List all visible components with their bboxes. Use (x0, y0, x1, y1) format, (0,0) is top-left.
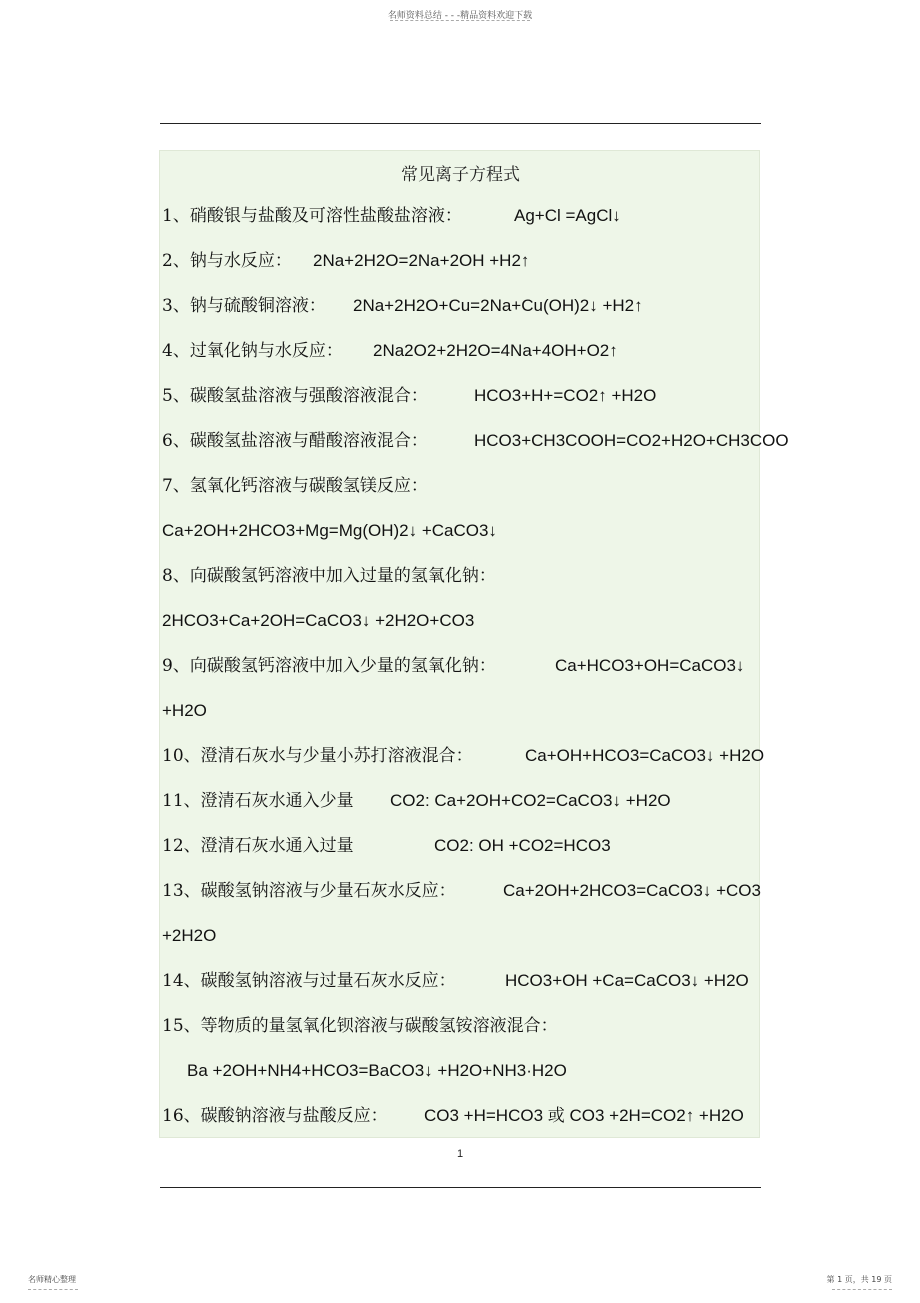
equation-line (162, 294, 763, 318)
ionic-equation: Ag+Cl =AgCl↓ (514, 206, 621, 225)
ionic-equation: HCO3+OH +Ca=CaCO3↓ +H2O (505, 971, 749, 990)
ionic-equation: Ca+OH+HCO3=CaCO3↓ +H2O (525, 746, 765, 765)
equation-line (162, 429, 789, 453)
equation-line (162, 969, 763, 993)
line-description: 6、碳酸氢盐溶液与醋酸溶液混合： (162, 431, 428, 451)
line-description: 9、向碳酸氢钙溶液中加入少量的氢氧化钠： (162, 656, 496, 676)
line-description: 2、钠与水反应： (162, 251, 292, 271)
equation-line (162, 924, 763, 948)
equation-line (162, 204, 763, 228)
equation-line (162, 789, 763, 813)
equation-line (162, 1014, 763, 1038)
equation-line (162, 834, 763, 858)
line-description: 12、澄清石灰水通入过量 (162, 836, 354, 856)
ionic-equation: +H2O (162, 701, 207, 720)
footer-divider-left (28, 1289, 78, 1290)
equation-line (162, 519, 763, 543)
ionic-equation: 2HCO3+Ca+2OH=CaCO3↓ +2H2O+CO3 (162, 611, 475, 630)
equation-line (162, 609, 763, 633)
equation-line (162, 699, 763, 723)
document-title: 常见离子方程式 (401, 165, 520, 185)
ionic-equation: CO2: OH +CO2=HCO3 (434, 836, 611, 855)
ionic-equation: 2Na+2H2O=2Na+2OH +H2↑ (313, 251, 530, 270)
line-description: 11、澄清石灰水通入少量 (162, 791, 354, 811)
ionic-equation: HCO3+H+=CO2↑ +H2O (474, 386, 657, 405)
equation-line (162, 1104, 763, 1128)
ionic-equation: Ba +2OH+NH4+HCO3=BaCO3↓ +H2O+NH3·H2O (187, 1061, 567, 1080)
page-number: 1 (456, 1148, 464, 1160)
equation-line (162, 564, 763, 588)
header-divider (390, 20, 530, 21)
line-description: 5、碳酸氢盐溶液与强酸溶液混合： (162, 386, 428, 406)
top-rule (160, 123, 761, 124)
equation-line (162, 1059, 763, 1083)
ionic-equation: +2H2O (162, 926, 217, 945)
ionic-equation: CO2: Ca+2OH+CO2=CaCO3↓ +H2O (390, 791, 671, 810)
footer-right: 第 1 页，共 19 页 (826, 1275, 892, 1284)
line-description: 3、钠与硫酸铜溶液： (162, 296, 326, 316)
footer-left: 名师精心整理 (28, 1275, 76, 1284)
ionic-equation: 2Na+2H2O+Cu=2Na+Cu(OH)2↓ +H2↑ (353, 296, 643, 315)
line-description: 7、氢氧化钙溶液与碳酸氢镁反应： (162, 476, 428, 496)
line-description: 1、硝酸银与盐酸及可溶性盐酸盐溶液： (162, 206, 462, 226)
equation-line (162, 654, 763, 678)
equation-line (162, 339, 763, 363)
ionic-equation: HCO3+CH3COOH=CO2+H2O+CH3COO (474, 431, 789, 450)
line-description: 16、碳酸钠溶液与盐酸反应： (162, 1106, 388, 1126)
ionic-equation: Ca+2OH+2HCO3=CaCO3↓ +CO3 (503, 881, 761, 900)
ionic-equation: Ca+HCO3+OH=CaCO3↓ (555, 656, 745, 675)
page-header: 名师资料总结 - - -精品资料欢迎下载 (387, 11, 533, 21)
line-description: 14、碳酸氢钠溶液与过量石灰水反应： (162, 971, 456, 991)
line-description: 13、碳酸氢钠溶液与少量石灰水反应： (162, 881, 456, 901)
ionic-equation: CO3 +H=HCO3 或 CO3 +2H=CO2↑ +H2O (424, 1106, 744, 1125)
ionic-equation: 2Na2O2+2H2O=4Na+4OH+O2↑ (373, 341, 618, 360)
line-description: 15、等物质的量氢氧化钡溶液与碳酸氢铵溶液混合： (162, 1016, 558, 1036)
equation-line (162, 879, 763, 903)
bottom-rule (160, 1187, 761, 1188)
footer-divider-right (832, 1289, 892, 1290)
line-description: 8、向碳酸氢钙溶液中加入过量的氢氧化钠： (162, 566, 496, 586)
equation-line (162, 474, 763, 498)
line-description: 10、澄清石灰水与少量小苏打溶液混合： (162, 746, 473, 766)
equation-line (162, 249, 763, 273)
equation-line (162, 744, 763, 768)
ionic-equation: Ca+2OH+2HCO3+Mg=Mg(OH)2↓ +CaCO3↓ (162, 521, 497, 540)
line-description: 4、过氧化钠与水反应： (162, 341, 343, 361)
equation-line (162, 384, 763, 408)
